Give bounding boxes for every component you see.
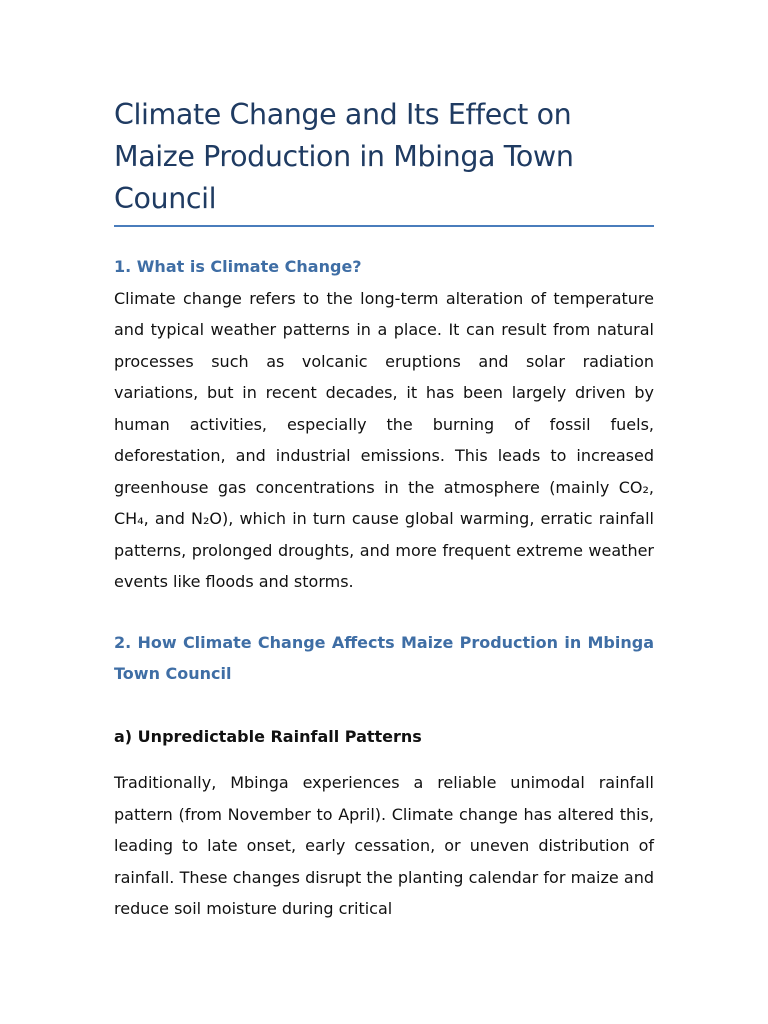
document-title: Climate Change and Its Effect on Maize Production in Mbinga Town Council	[114, 98, 574, 215]
document-body	[114, 94, 654, 925]
section-heading-effects-on-maize: 2. How Climate Change Affects Maize Production in Mbinga Town Council	[114, 632, 654, 683]
title-underline	[114, 225, 654, 227]
section-heading-what-is-climate-change: 1. What is Climate Change?	[114, 257, 362, 276]
subsection-heading-rainfall: a) Unpredictable Rainfall Patterns	[114, 726, 422, 746]
subsection-paragraph-rainfall: Traditionally, Mbinga experiences a reliable unimodal rainfall pattern (from November to April). Climate change has altered this, leading to late onset, early cessation, or uneven distribution of rainfall. These changes disrupt the planting calendar for maize and reduce soil moisture during critical	[114, 773, 654, 918]
section-paragraph-climate-change-definition: Climate change refers to the long-term alteration of temperature and typical weather patterns in a place. It can result from natural processes such as volcanic eruptions and solar radiation variations, but in recent decades, it has been largely driven by human activities, especially the burning of fossil fuels, deforestation, and industrial emissions. This leads to increased greenhouse gas concentrations in the atmosphere (mainly CO₂, CH₄, and N₂O), which in turn cause global warming, erratic rainfall patterns, prolonged droughts, and more frequent extreme weather events like floods and storms.	[114, 288, 654, 591]
